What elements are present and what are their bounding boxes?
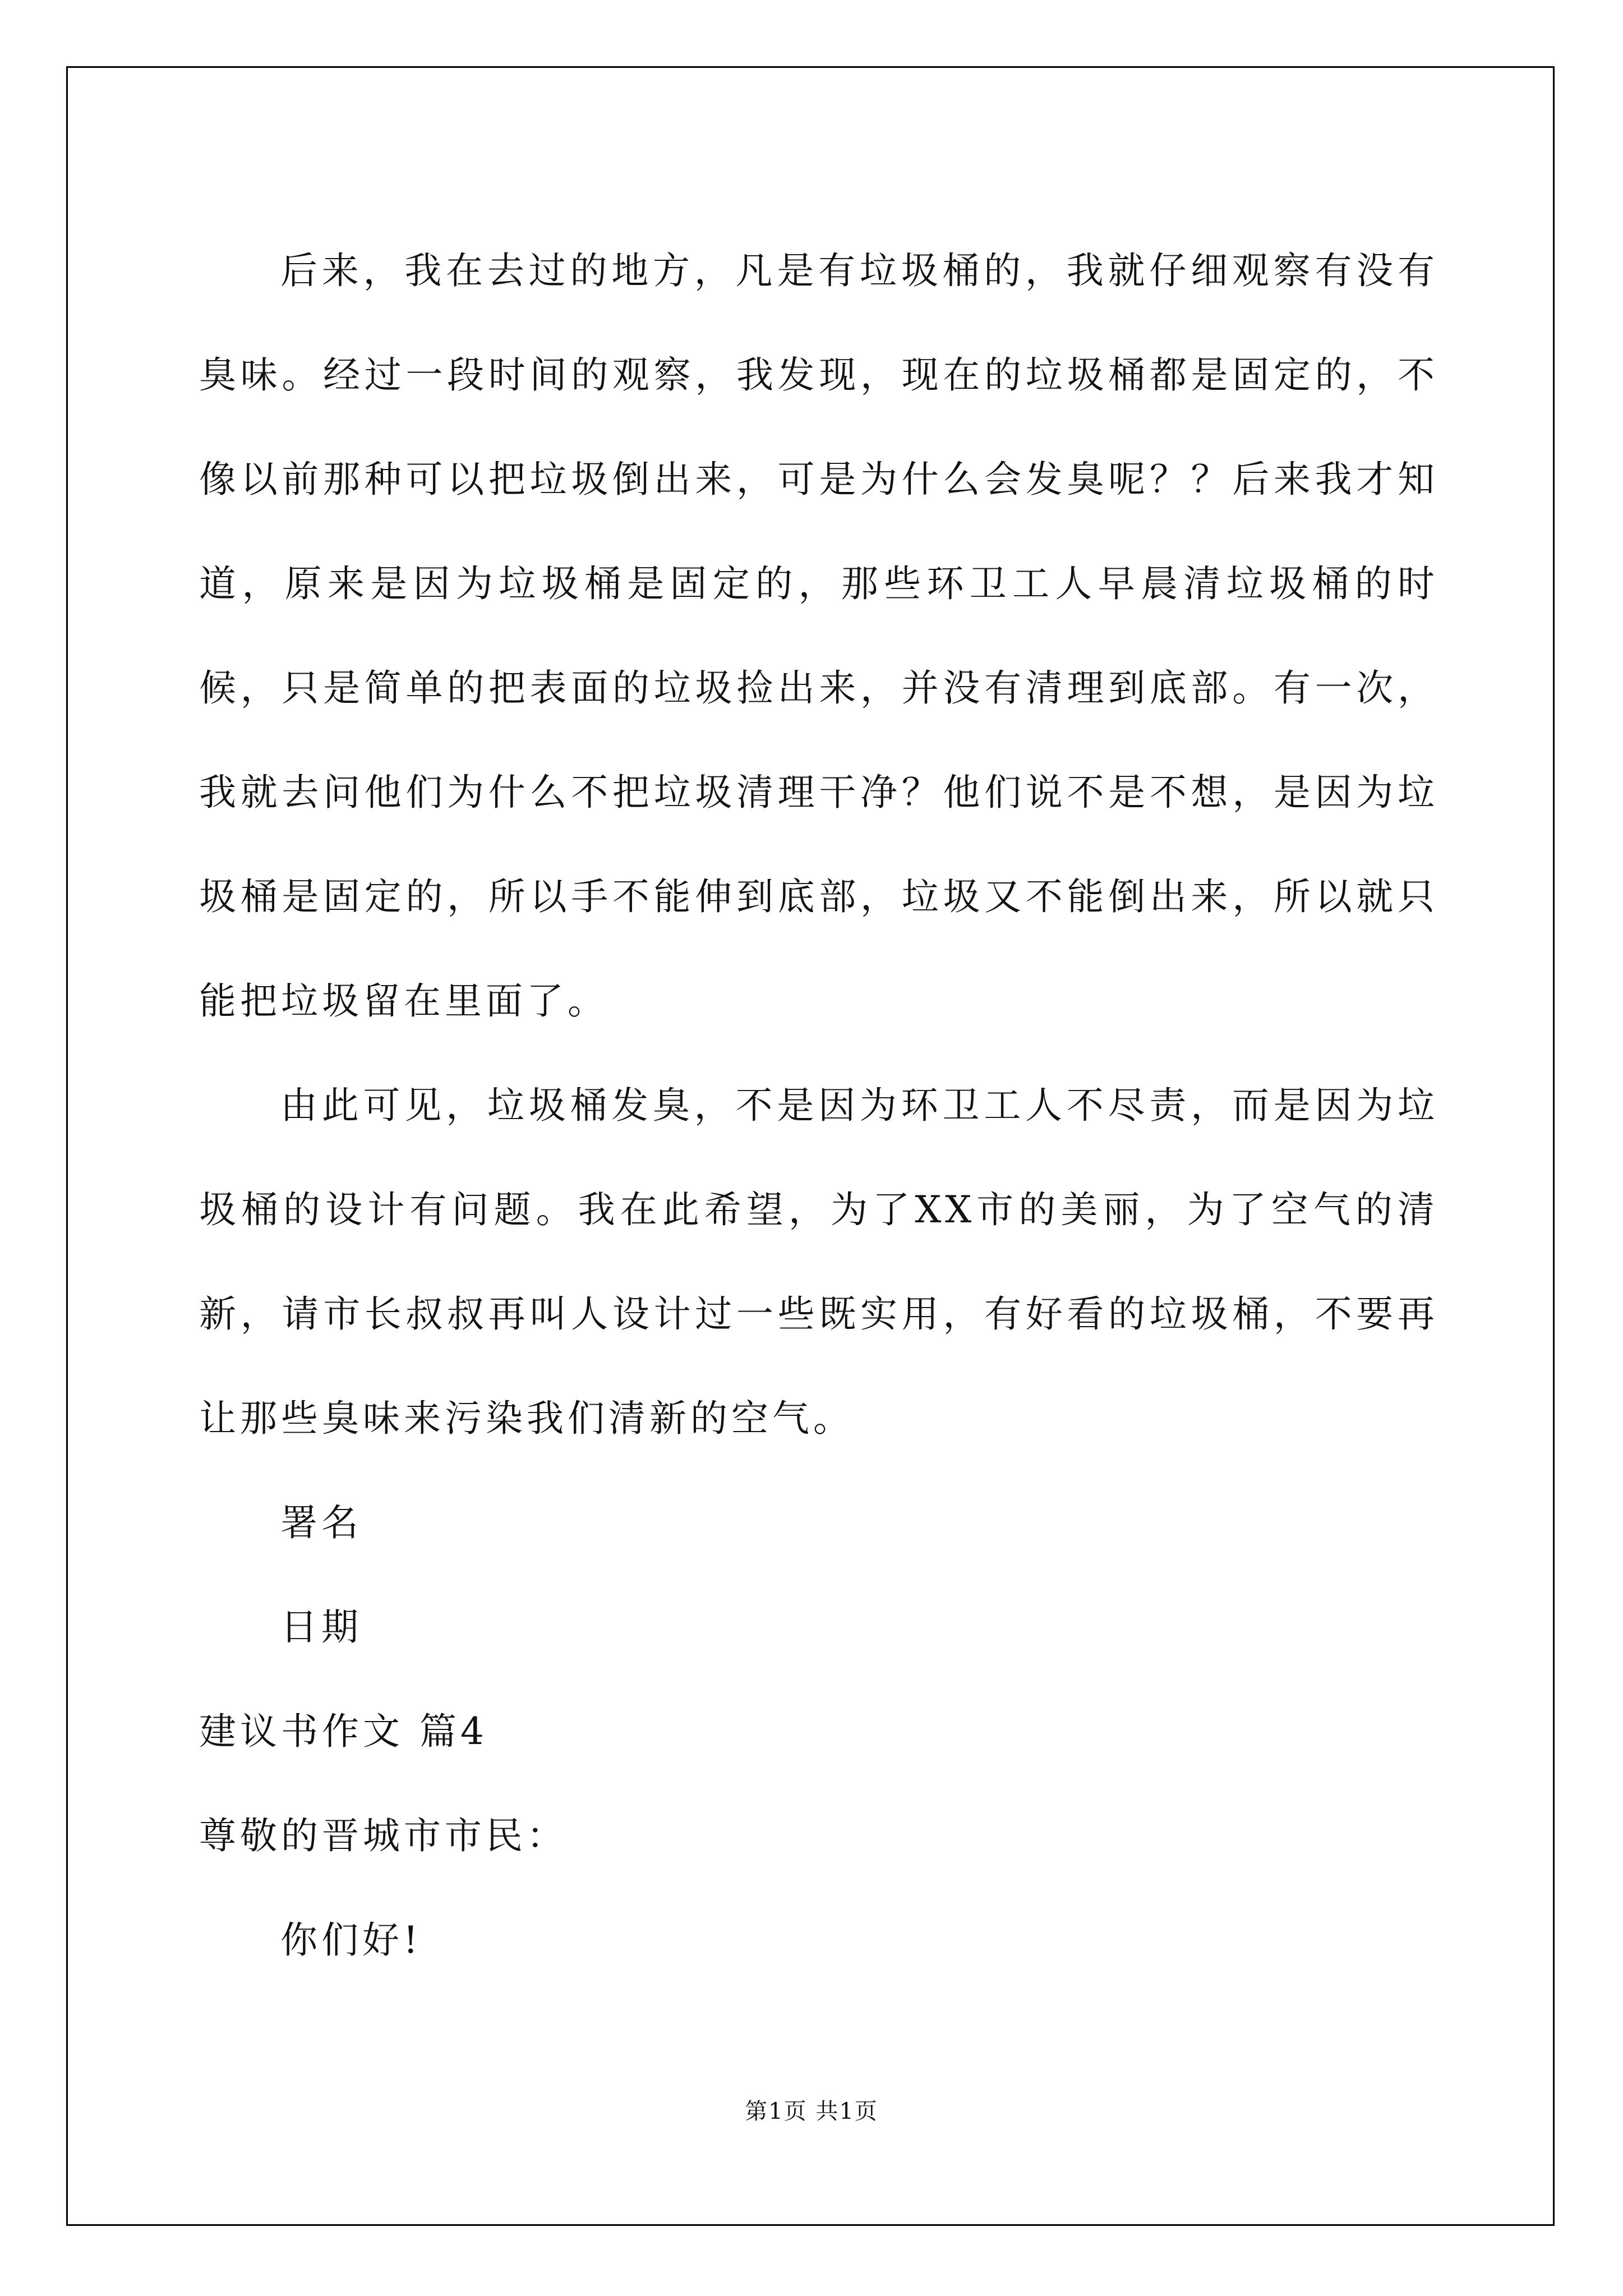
paragraph-observation: 后来，我在去过的地方，凡是有垃圾桶的，我就仔细观察有没有臭味。经过一段时间的观察，我发现，现在的垃圾桶都是固定的，不像以前那种可以把垃圾倒出来，可是为什么会发臭呢？？后来我才知道，原来是因为垃圾桶是固定的，那些环卫工人早晨清垃圾桶的时候，只是简单的把表面的垃圾捡出来，并没有清理到底部。有一次，我就去问他们为什么不把垃圾清理干净？他们说不是不想，是因为垃圾桶是固定的，所以手不能伸到底部，垃圾又不能倒出来，所以就只能把垃圾留在里面了。 xyxy=(199,249,1438,1023)
greeting: 你们好! xyxy=(280,1918,422,1962)
document-body xyxy=(199,219,1438,1993)
date-line: 日期 xyxy=(280,1605,362,1649)
salutation: 尊敬的晋城市市民： xyxy=(199,1814,568,1857)
section-heading: 建议书作文 篇4 xyxy=(199,1710,488,1753)
paragraph-conclusion: 由此可见，垃圾桶发臭，不是因为环卫工人不尽责，而是因为垃圾桶的设计有问题。我在此希望，为了XX市的美丽，为了空气的清新，请市长叔叔再叫人设计过一些既实用，有好看的垃圾桶，不要再让那些臭味来污染我们清新的空气。 xyxy=(199,1084,1438,1440)
signature-line: 署名 xyxy=(280,1501,362,1544)
page-footer: 第1页 共1页 xyxy=(745,2099,878,2124)
